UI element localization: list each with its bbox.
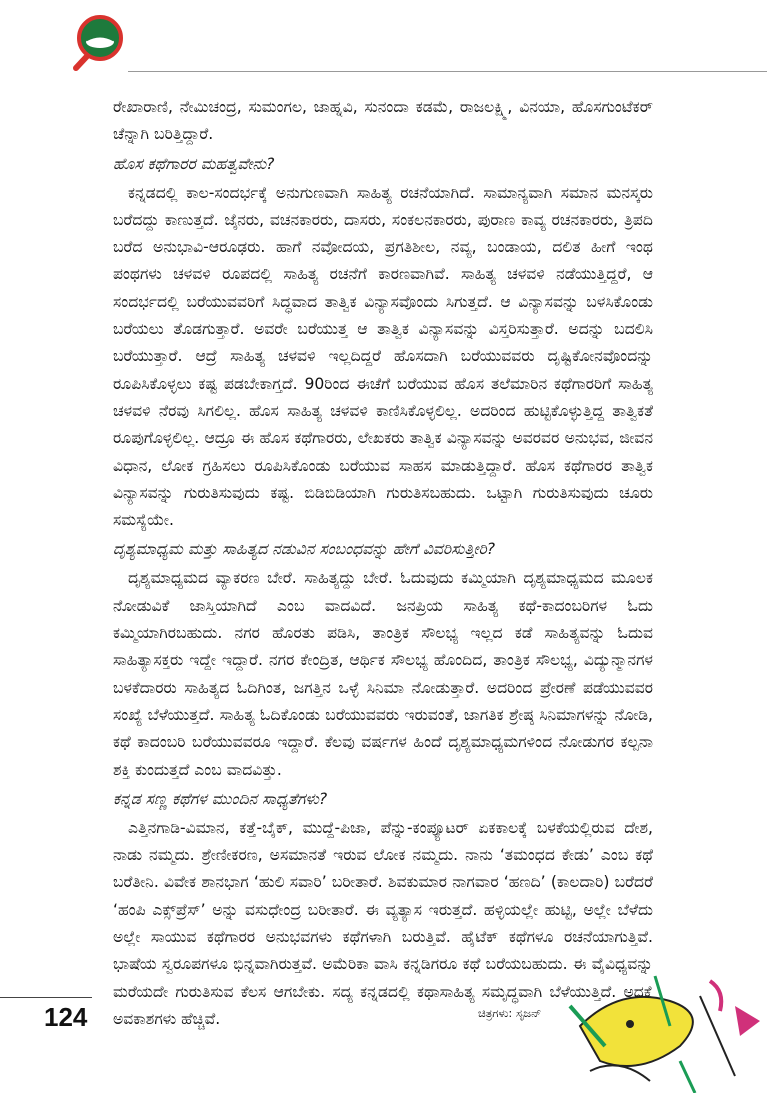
question-heading: ಹೊಸ ಕಥೆಗಾರರ ಮಹತ್ವವೇನು? <box>113 154 275 173</box>
question-heading: ದೃಶ್ಯಮಾಧ್ಯಮ ಮತ್ತು ಸಾಹಿತ್ಯದ ನಡುವಿನ ಸಂಬಂಧವನ್ನು ಹೇಗೆ ವಿವರಿಸುತ್ತೀರಿ? <box>113 540 495 559</box>
page-number-rule <box>0 997 92 998</box>
header-rule <box>128 71 767 72</box>
answer-paragraph: ಎತ್ತಿನಗಾಡಿ-ವಿಮಾನ, ಕತ್ತೆ-ಬೈಕ್, ಮುದ್ದೆ-ಪಿಜಾ, ಪೆನ್ನು-ಕಂಪ್ಯೂಟರ್ ಏಕಕಾಲಕ್ಕೆ ಬಳಕೆಯಲ್ಲಿರುವ ದೇಶ, ನಾಡು ನಮ್ಮದು. ಶ್ರೇಣೀಕರಣ, ಅಸಮಾನತೆ ಇರುವ ಲೋಕ ನಮ್ಮದು. ನಾನು ‘ತಮಂಧದ ಕೇಡು’ ಎಂಬ ಕಥೆ ಬರೆತೀನಿ. ವಿವೇಕ ಶಾನಭಾಗ ‘ಹುಲಿ ಸವಾರಿ’ ಬರೀತಾರೆ. ಶಿವಕುಮಾರ ನಾಗವಾರ ‘ಹಣದಿ’ (ಕಾಲದಾರಿ) ಬರೆದರೆ ‘ಹಂಪಿ ಎಕ್ಸ್‌ಪ್ರೆಸ್’ ಅನ್ನು ವಸುಧೇಂದ್ರ ಬರೀತಾರೆ. ಈ ವ್ಯತ್ಯಾಸ ಇರುತ್ತದೆ. ಹಳ್ಳಿಯಲ್ಲೇ ಹುಟ್ಟಿ, ಅಲ್ಲೇ ಬೆಳೆದು ಅಲ್ಲೇ ಸಾಯುವ ಕಥೆಗಾರರ ಅನುಭವಗಳು ಕಥೆಗಳಾಗಿ ಬರುತ್ತಿವೆ. ಹೈಟೆಕ್ ಕಥೆಗಳೂ ರಚನೆಯಾಗುತ್ತಿವೆ. ಭಾಷೆಯ ಸ್ವರೂಪಗಳೂ ಭಿನ್ನವಾಗಿರುತ್ತವೆ. ಅಮೆರಿಕಾ ವಾಸಿ ಕನ್ನಡಿಗರೂ ಕಥೆ ಬರೆಯಬಹುದು. ಈ ವೈವಿಧ್ಯವನ್ನು ಮರೆಯದೇ ಗುರುತಿಸುವ ಕೆಲಸ ಆಗಬೇಕು. ಸದ್ಯ ಕನ್ನಡದಲ್ಲಿ ಕಥಾಸಾಹಿತ್ಯ ಸಮೃದ್ಧವಾಗಿ ಬೆಳೆಯುತ್ತಿದೆ. ಅದಕ್ಕೆ ಅವಕಾಶಗಳು ಹೆಚ್ಚಿವೆ. <box>113 818 653 1028</box>
decorative-illustration-icon <box>560 966 767 1093</box>
magazine-logo-icon <box>68 10 126 74</box>
article-body <box>113 94 653 1033</box>
question-heading: ಕನ್ನಡ ಸಣ್ಣ ಕಥೆಗಳ ಮುಂದಿನ ಸಾಧ್ಯತೆಗಳು? <box>113 789 328 808</box>
illustration-credit: ಚಿತ್ರಗಳು: ಸೃಜನ್ <box>478 1006 542 1020</box>
answer-paragraph: ಕನ್ನಡದಲ್ಲಿ ಕಾಲ-ಸಂದರ್ಭಕ್ಕೆ ಅನುಗುಣವಾಗಿ ಸಾಹಿತ್ಯ ರಚನೆಯಾಗಿದೆ. ಸಾಮಾನ್ಯವಾಗಿ ಸಮಾನ ಮನಸ್ಕರು ಬರೆದದ್ದು ಕಾಣುತ್ತದೆ. ಜೈನರು, ವಚನಕಾರರು, ದಾಸರು, ಸಂಕಲನಕಾರರು, ಪುರಾಣ ಕಾವ್ಯ ರಚನಕಾರರು, ತ್ರಿಪದಿ ಬರೆದ ಅನುಭಾವಿ-ಆರೂಢರು. ಹಾಗೆ ನವೋದಯ, ಪ್ರಗತಿಶೀಲ, ನವ್ಯ, ಬಂಡಾಯ, ದಲಿತ ಹೀಗೆ ಇಂಥ ಪಂಥಗಳು ಚಳವಳಿ ರೂಪದಲ್ಲಿ ಸಾಹಿತ್ಯ ರಚನೆಗೆ ಕಾರಣವಾಗಿವೆ. ಸಾಹಿತ್ಯ ಚಳವಳಿ ನಡೆಯುತ್ತಿದ್ದರೆ, ಆ ಸಂದರ್ಭದಲ್ಲಿ ಬರೆಯುವವರಿಗೆ ಸಿದ್ಧವಾದ ತಾತ್ವಿಕ ವಿನ್ಯಾಸವೊಂದು ಸಿಗುತ್ತದೆ. ಆ ವಿನ್ಯಾಸವನ್ನು ಬಳಸಿಕೊಂಡು ಬರೆಯಲು ತೊಡಗುತ್ತಾರೆ. ಅವರೇ ಬರೆಯುತ್ತ ಆ ತಾತ್ವಿಕ ವಿನ್ಯಾಸವನ್ನು ವಿಸ್ತರಿಸುತ್ತಾರೆ. ಅದನ್ನು ಬದಲಿಸಿ ಬರೆಯುತ್ತಾರೆ. ಆದ್ರೆ ಸಾಹಿತ್ಯ ಚಳವಳಿ ಇಲ್ಲದಿದ್ದರೆ ಹೊಸದಾಗಿ ಬರೆಯುವವರು ದೃಷ್ಟಿಕೋನವೊಂದನ್ನು ರೂಪಿಸಿಕೊಳ್ಳಲು ಕಷ್ಟ ಪಡಬೇಕಾಗ್ತದೆ. 90ರಿಂದ ಈಚೆಗೆ ಬರೆಯುವ ಹೊಸ ತಲೆಮಾರಿನ ಕಥೆಗಾರರಿಗೆ ಸಾಹಿತ್ಯ ಚಳವಳಿ ನೆರವು ಸಿಗಲಿಲ್ಲ. ಹೊಸ ಸಾಹಿತ್ಯ ಚಳವಳಿ ಕಾಣಿಸಿಕೊಳ್ಳಲಿಲ್ಲ. ಅದರಿಂದ ಹುಟ್ಟಿಕೊಳ್ಳುತ್ತಿದ್ದ ತಾತ್ವಿಕತೆ ರೂಪುಗೊಳ್ಳಲಿಲ್ಲ. ಆದ್ರೂ ಈ ಹೊಸ ಕಥೆಗಾರರು, ಲೇಖಕರು ತಾತ್ವಿಕ ವಿನ್ಯಾಸವನ್ನು ಅವರವರ ಅನುಭವ, ಜೀವನ ವಿಧಾನ, ಲೋಕ ಗ್ರಹಿಸಲು ರೂಪಿಸಿಕೊಂಡು ಬರೆಯುವ ಸಾಹಸ ಮಾಡುತ್ತಿದ್ದಾರೆ. ಹೊಸ ಕಥೆಗಾರರ ತಾತ್ವಿಕ ವಿನ್ಯಾಸವನ್ನು ಗುರುತಿಸುವುದು ಕಷ್ಟ. ಬಿಡಿಬಿಡಿಯಾಗಿ ಗುರುತಿಸಬಹುದು. ಒಟ್ಟಾಗಿ ಗುರುತಿಸುವುದು ಚೂರು ಸಮಸ್ಯೆಯೇ. <box>113 183 653 530</box>
answer-paragraph: ದೃಶ್ಯಮಾಧ್ಯಮದ ವ್ಯಾಕರಣ ಬೇರೆ. ಸಾಹಿತ್ಯದ್ದು ಬೇರೆ. ಓದುವುದು ಕಮ್ಮಿಯಾಗಿ ದೃಶ್ಯಮಾಧ್ಯಮದ ಮೂಲಕ ನೋಡುವಿಕೆ ಜಾಸ್ತಿಯಾಗಿದೆ ಎಂಬ ವಾದವಿದೆ. ಜನಪ್ರಿಯ ಸಾಹಿತ್ಯ ಕಥೆ-ಕಾದಂಬರಿಗಳ ಓದು ಕಮ್ಮಿಯಾಗಿರಬಹುದು. ನಗರ ಹೊರತು ಪಡಿಸಿ, ತಾಂತ್ರಿಕ ಸೌಲಭ್ಯ ಇಲ್ಲದ ಕಡೆ ಸಾಹಿತ್ಯವನ್ನು ಓದುವ ಸಾಹಿತ್ಯಾಸಕ್ತರು ಇದ್ದೇ ಇದ್ದಾರೆ. ನಗರ ಕೇಂದ್ರಿತ, ಆರ್ಥಿಕ ಸೌಲಭ್ಯ ಹೊಂದಿದ, ತಾಂತ್ರಿಕ ಸೌಲಭ್ಯ, ವಿದ್ಯುನ್ಮಾನಗಳ ಬಳಕೆದಾರರು ಸಾಹಿತ್ಯದ ಓದಿಗಿಂತ, ಜಗತ್ತಿನ ಒಳ್ಳೆ ಸಿನಿಮಾ ನೋಡುತ್ತಾರೆ. ಅದರಿಂದ ಪ್ರೇರಣೆ ಪಡೆಯುವವರ ಸಂಖ್ಯೆ ಬೆಳೆಯುತ್ತದೆ. ಸಾಹಿತ್ಯ ಓದಿಕೊಂಡು ಬರೆಯುವವರು ಇರುವಂತೆ, ಜಾಗತಿಕ ಶ್ರೇಷ್ಠ ಸಿನಿಮಾಗಳನ್ನು ನೋಡಿ, ಕಥೆ ಕಾದಂಬರಿ ಬರೆಯುವವರೂ ಇದ್ದಾರೆ. ಕೆಲವು ವರ್ಷಗಳ ಹಿಂದೆ ದೃಶ್ಯಮಾಧ್ಯಮಗಳಿಂದ ನೋಡುಗರ ಕಲ್ಪನಾ ಶಕ್ತಿ ಕುಂದುತ್ತದೆ ಎಂಬ ವಾದವಿತ್ತು. <box>113 569 653 779</box>
intro-paragraph: ರೇಖಾರಾಣಿ, ನೇಮಿಚಂದ್ರ, ಸುಮಂಗಲ, ಜಾಹ್ನವಿ, ಸುನಂದಾ ಕಡಮೆ, ರಾಜಲಕ್ಷ್ಮಿ, ವಿನಯಾ, ಹೊಸಗುಂಟೆಕರ್ ಚೆನ್ನಾಗಿ ಬರಿತ್ತಿದ್ದಾರೆ. <box>113 98 653 144</box>
page-number: 124 <box>44 1002 88 1032</box>
